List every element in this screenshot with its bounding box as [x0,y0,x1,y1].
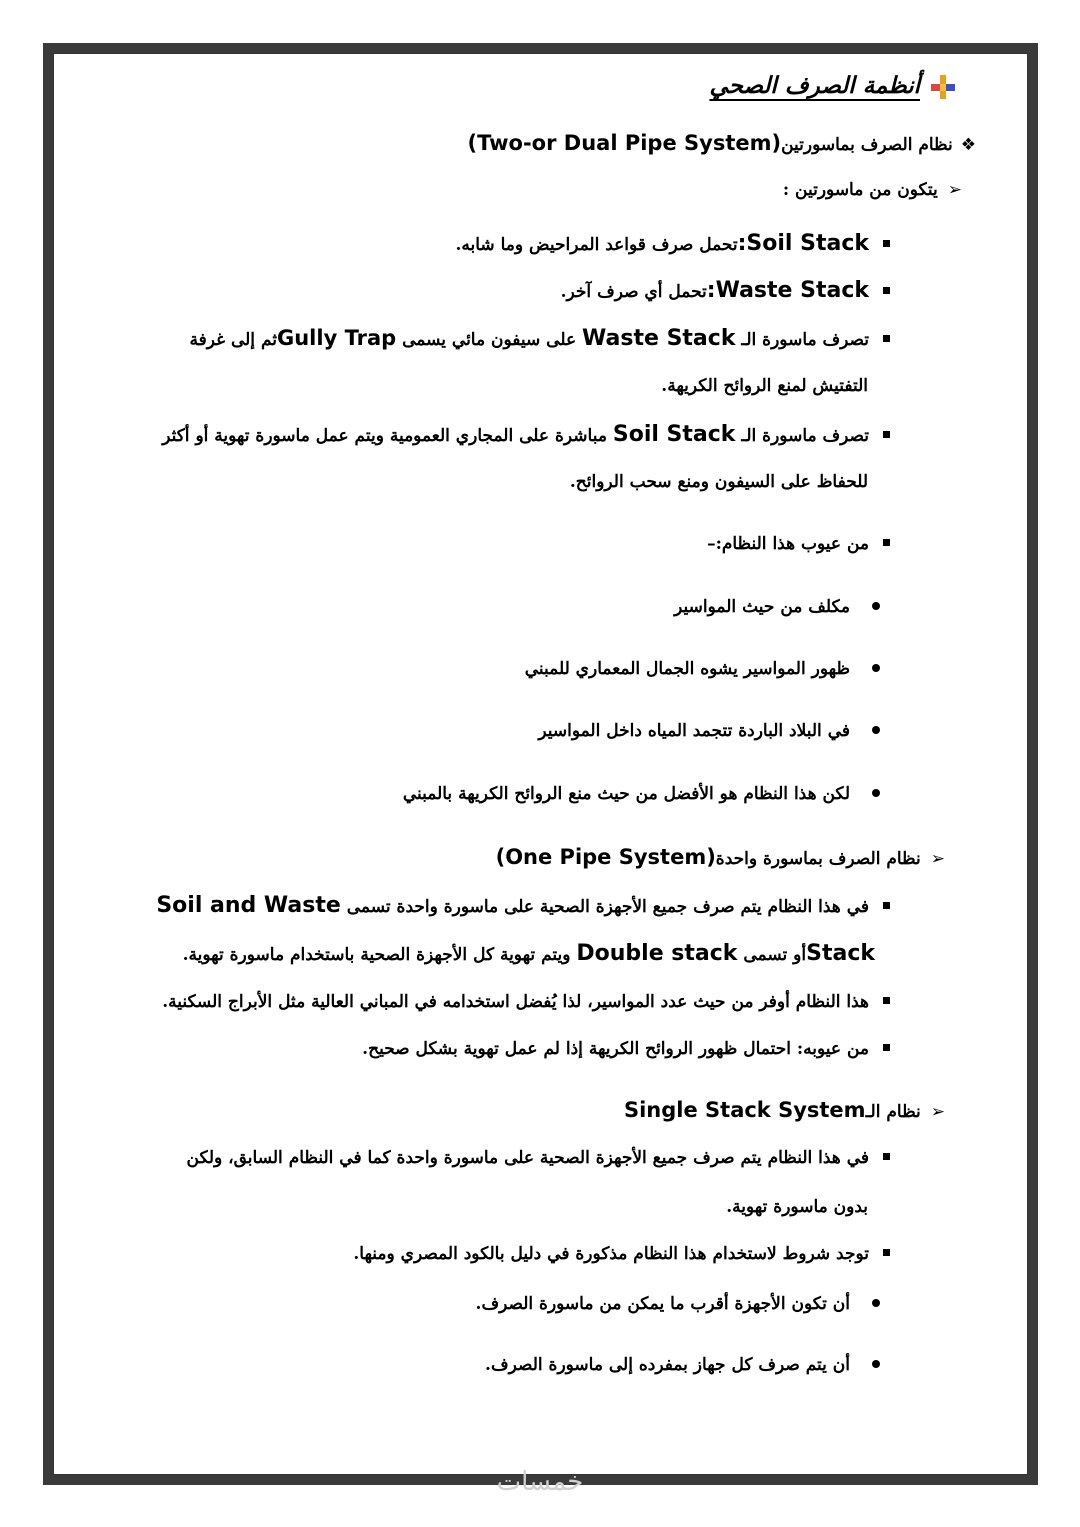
bullet-soil-stack-drain-line2: للحفاظ على السيفون ومنع سحب الروائح. [569,472,868,492]
disadvantage-item [525,659,880,679]
watermark: خمسات [496,1467,584,1497]
round-bullet-icon [872,1360,880,1368]
square-bullet-icon [883,335,890,342]
bullet-one-pipe-desc-line2 [183,941,875,967]
disadvantage-item [674,597,880,617]
bullet-single-stack-desc-line2: بدون ماسورة تهوية. [726,1197,868,1217]
double-stack-term: Double stack [576,941,738,966]
soil-stack-term: Soil Stack [612,422,736,447]
soil-stack-desc: تحمل صرف قواعد المراحيض وما شابه. [455,235,738,255]
bullet-waste-stack-drain [190,326,890,352]
arrow-bullet-icon: ➢ [930,1102,945,1122]
text-segment: أو تسمى [743,945,807,965]
item-text: في هذا النظام يتم صرف جميع الأجهزة الصحية على ماسورة واحدة كما في النظام السابق، ولكن [186,1148,869,1168]
square-bullet-icon [883,431,890,438]
round-bullet-icon [872,664,880,672]
square-bullet-icon [883,1249,890,1256]
item-text: من عيوبه: احتمال ظهور الروائح الكريهة إذا لم عمل تهوية بشكل صحيح. [362,1039,869,1059]
item-text: أن يتم صرف كل جهاز بمفرده إلى ماسورة الصرف. [485,1355,850,1375]
condition-item [476,1294,880,1314]
item-text: مكلف من حيث المواسير [674,597,850,617]
item-text: لكن هذا النظام هو الأفضل من حيث منع الروائح الكريهة بالمبني [402,784,850,804]
arrow-bullet-icon: ➢ [947,180,962,200]
square-bullet-icon [883,287,890,294]
gully-trap-term: Gully Trap [277,326,397,350]
section1-intro [783,180,962,200]
stack-term: Stack [806,941,875,966]
section2-title-ar: نظام الصرف بماسورة واحدة [715,849,921,869]
section3-title-en: Single Stack System [623,1098,866,1122]
square-bullet-icon [883,997,890,1004]
item-text: في البلاد الباردة تتجمد المياه داخل المواسير [538,721,850,741]
section2-title [496,845,945,870]
diamond-bullet-icon: ❖ [960,135,976,155]
section1-title-ar: نظام الصرف بماسورتين [781,135,953,155]
square-bullet-icon [883,1153,890,1160]
soil-and-waste-term: Soil and Waste [156,893,341,918]
bullet-single-stack-conditions [353,1244,890,1264]
text-segment: في هذا النظام يتم صرف جميع الأجهزة الصحية على ماسورة واحدة تسمى [346,897,869,917]
round-bullet-icon [872,726,880,734]
round-bullet-icon [872,1299,880,1307]
item-text: ظهور المواسير يشوه الجمال المعماري للمبني [524,659,850,679]
square-bullet-icon [883,539,890,546]
soil-stack-term: :Soil Stack [737,231,869,256]
bullet-waste-stack-drain-line2: التفتيش لمنع الروائح الكريهة. [661,376,868,396]
round-bullet-icon [872,602,880,610]
section1-title-en: (Two-or Dual Pipe System) [467,131,782,155]
bullet-single-stack-desc [187,1148,891,1168]
bullet-one-pipe-advantage [162,992,890,1012]
disadvantage-item [403,784,880,804]
text-segment: تصرف ماسورة الـ [741,330,869,350]
arrow-bullet-icon: ➢ [930,849,945,869]
waste-stack-term: :Waste Stack [706,278,869,303]
text-segment: مباشرة على المجاري العمومية ويتم عمل ماسورة تهوية أو أكثر [162,426,607,446]
section3-title [624,1098,945,1123]
bullet-waste-stack [561,278,890,304]
bullet-soil-stack-drain [162,422,890,448]
section3-title-ar: نظام الـ [865,1102,921,1122]
bullet-disadvantages [707,534,890,554]
square-bullet-icon [883,902,890,909]
page-title: أنظمة الصرف الصحي [709,72,920,99]
section1-title [468,131,976,156]
section2-title-en: (One Pipe System) [495,845,716,869]
waste-stack-term: Waste Stack [582,326,736,351]
bullet-one-pipe-desc [156,893,890,919]
item-text: توجد شروط لاستخدام هذا النظام مذكورة في دليل بالكود المصري ومنها. [353,1244,869,1264]
bullet-soil-stack [455,231,890,257]
intro-text: يتكون من ماسورتين : [782,180,938,200]
text-segment: ثم إلى غرفة [189,330,277,350]
text-segment: على سيفون مائي يسمى [402,330,577,350]
item-text: هذا النظام أوفر من حيث عدد المواسير، لذا يُفضل استخدامه في المباني العالية مثل الأبراج السكنية. [162,992,869,1012]
text-segment: ويتم تهوية كل الأجهزة الصحية باستخدام ماسورة تهوية. [182,945,571,965]
disadvantage-item [538,721,880,741]
waste-stack-desc: تحمل أي صرف آخر. [560,282,707,302]
square-bullet-icon [883,240,890,247]
disadvantages-label: من عيوب هذا النظام:– [707,534,869,554]
text-segment: تصرف ماسورة الـ [741,426,869,446]
round-bullet-icon [872,789,880,797]
plus-bullet-icon [930,74,956,100]
square-bullet-icon [883,1044,890,1051]
bullet-one-pipe-disadvantage [362,1039,890,1059]
condition-item [485,1355,880,1375]
item-text: أن تكون الأجهزة أقرب ما يمكن من ماسورة الصرف. [475,1294,850,1314]
